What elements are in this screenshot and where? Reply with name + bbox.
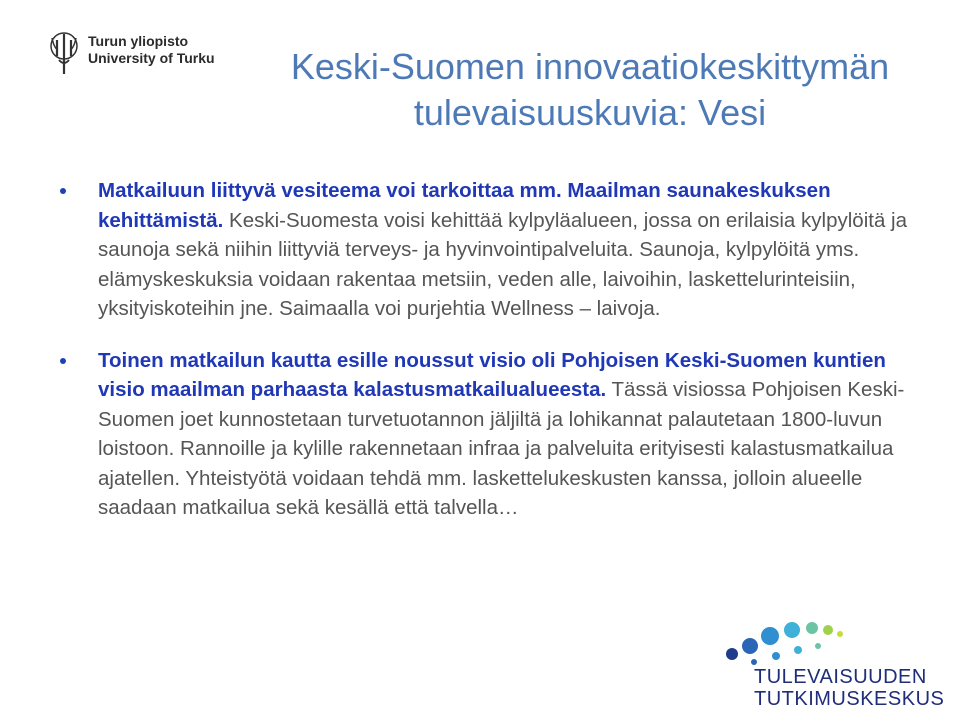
bullet-dot-icon xyxy=(60,358,66,364)
bullet-item-1 xyxy=(60,176,920,324)
footer-logo-line-2: TUTKIMUSKESKUS xyxy=(754,688,945,710)
bullet-1-text: Keski-Suomesta voisi kehittää kylpyläalueen, jossa on erilaisia kylpylöitä ja saunoja sekä niihin liittyviä terveys- ja hyvinvointipalveluita. Saunoja, kylpylöitä yms. elämyskeskuksia voidaan rakentaa metsiin, veden alle, laivoihin, laskettelurinteisiin, yksityiskoteihin jne. Saimaalla voi purjehtia Wellness – laivoja. xyxy=(98,208,907,320)
dots-emblem-icon xyxy=(724,618,844,668)
torch-emblem-icon xyxy=(44,30,84,76)
slide-title xyxy=(250,44,930,136)
bullet-dot-icon xyxy=(60,188,66,194)
title-line-1: Keski-Suomen innovaatiokeskittymän xyxy=(290,46,890,87)
university-logo xyxy=(44,30,215,78)
bullet-2-text: Tässä visiossa Pohjoisen Keski-Suomen joet kunnostetaan turvetuotannon jäljiltä ja lohikannat palautetaan 1800-luvun loistoon. Rannoille ja kylille rakennetaan infraa ja palveluita erityisesti kalastusmatkailua ajatellen. Yhteistyötä voidaan tehdä mm. laskettelukeskusten kanssa, jolloin alueelle saadaan matkailua sekä kesällä että talvella… xyxy=(98,378,905,519)
bullet-list xyxy=(60,176,920,523)
bullet-item-2 xyxy=(60,346,920,523)
bullet-1-highlight: Matkailuun liittyvä vesiteema voi tarkoittaa mm. Maailman saunakeskuksen kehittämistä. xyxy=(98,179,831,232)
futures-research-logo xyxy=(724,618,954,708)
bullet-2-highlight: Toinen matkailun kautta esille noussut visio oli Pohjoisen Keski-Suomen kuntien visio maailman parhaasta kalastusmatkailualueesta. xyxy=(98,348,886,401)
title-line-2: tulevaisuuskuvia: Vesi xyxy=(413,92,767,133)
logo-line-2: University of Turku xyxy=(88,50,215,66)
footer-logo-line-1: TULEVAISUUDEN xyxy=(754,666,927,688)
logo-line-1: Turun yliopisto xyxy=(88,33,189,49)
